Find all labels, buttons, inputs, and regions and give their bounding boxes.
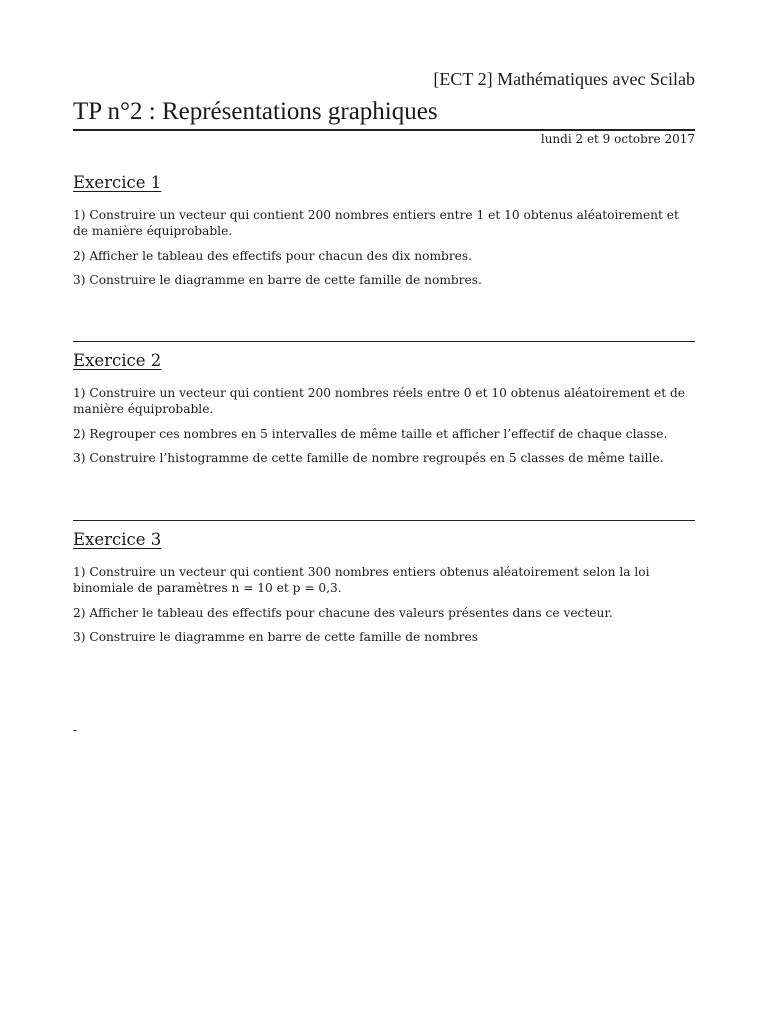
question-1: 1) Construire un vecteur qui contient 300 nombres entiers obtenus aléatoirement selon la loi binomiale de paramètres n = 10 et p = 0,3. [73,565,650,595]
question-3: 3) Construire l’histogramme de cette famille de nombre regroupés en 5 classes de même taille. [73,451,664,465]
exercise-title: Exercice 3 [73,530,162,549]
session-date: lundi 2 et 9 octobre 2017 [540,132,695,146]
course-header: [ECT 2] Mathématiques avec Scilab [433,69,695,89]
exercise-2 [73,351,695,475]
question-2: 2) Regrouper ces nombres en 5 intervalles de même taille et afficher l’effectif de chaque classe. [73,426,668,441]
section-divider [73,520,695,521]
question-2: 2) Afficher le tableau des effectifs pour chacune des valeurs présentes dans ce vecteur. [73,605,613,620]
exercise-title: Exercice 2 [73,351,162,370]
question-1: 1) Construire un vecteur qui contient 200 nombres entiers entre 1 et 10 obtenus aléatoirement et de manière équiprobable. [73,208,679,238]
question-2: 2) Afficher le tableau des effectifs pour chacun des dix nombres. [73,248,472,263]
question-3: 3) Construire le diagramme en barre de cette famille de nombres. [73,273,482,287]
page-title: TP n°2 : Représentations graphiques [73,98,438,125]
footer-mark: - [73,723,78,737]
exercise-title: Exercice 1 [73,173,162,192]
title-divider [73,129,695,131]
question-3: 3) Construire le diagramme en barre de cette famille de nombres [73,630,478,644]
exercise-3 [73,530,695,654]
question-1: 1) Construire un vecteur qui contient 200 nombres réels entre 0 et 10 obtenus aléatoirement et de manière équiprobable. [73,386,686,416]
exercise-1 [73,173,695,297]
section-divider [73,341,695,342]
